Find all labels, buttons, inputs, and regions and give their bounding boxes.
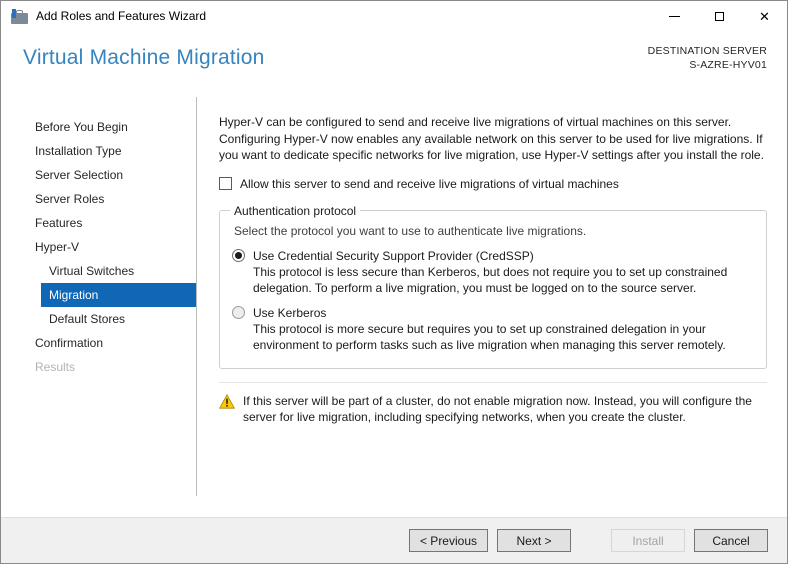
- destination-server-name: S-AZRE-HYV01: [689, 59, 767, 71]
- next-button[interactable]: Next >: [497, 529, 571, 552]
- cluster-warning: [219, 393, 767, 426]
- credssp-radio-label[interactable]: Use Credential Security Support Provider (CredSSP): [253, 248, 534, 263]
- server-manager-icon: [11, 9, 28, 24]
- window-controls: [652, 1, 787, 31]
- allow-migrations-checkbox-row[interactable]: [219, 177, 767, 191]
- step-hyper-v[interactable]: Hyper-V: [35, 240, 80, 254]
- minimize-icon: [669, 16, 680, 17]
- close-icon: ✕: [759, 8, 770, 24]
- step-confirmation[interactable]: Confirmation: [35, 336, 104, 350]
- step-default-stores[interactable]: Default Stores: [49, 312, 126, 326]
- kerberos-radio-row[interactable]: [232, 306, 752, 320]
- cancel-button[interactable]: Cancel: [694, 529, 768, 552]
- wizard-body: [1, 101, 787, 517]
- wizard-footer: [1, 517, 787, 563]
- previous-button[interactable]: < Previous: [409, 529, 488, 552]
- title-bar: [1, 1, 787, 31]
- kerberos-option: [232, 306, 752, 354]
- migration-page-content: [197, 101, 787, 517]
- credssp-option: [232, 249, 752, 297]
- kerberos-radio-label[interactable]: Use Kerberos: [253, 305, 327, 320]
- kerberos-description: This protocol is more secure but requires you to set up constrained delegation in your environment to perform tasks such as live migration when managing this server remotely.: [253, 321, 726, 352]
- install-button: Install: [611, 529, 685, 552]
- step-server-selection[interactable]: Server Selection: [35, 168, 124, 182]
- warning-icon: [219, 394, 235, 409]
- authentication-protocol-intro: Select the protocol you want to use to authenticate live migrations.: [234, 223, 587, 238]
- wizard-header: [1, 31, 787, 101]
- warning-divider: [219, 382, 767, 383]
- kerberos-radio[interactable]: [232, 306, 245, 319]
- step-features[interactable]: Features: [35, 216, 83, 230]
- credssp-description: This protocol is less secure than Kerberos, but does not require you to set up constrained delegation. To perform a live migration, you must be logged on to the source server.: [253, 264, 728, 295]
- close-button[interactable]: [742, 1, 787, 31]
- wizard-steps-nav: [1, 115, 197, 379]
- destination-server-label: DESTINATION SERVER: [647, 45, 767, 57]
- step-before-you-begin[interactable]: Before You Begin: [35, 120, 128, 134]
- destination-server-block: [648, 44, 767, 101]
- page-title: Virtual Machine Migration: [23, 46, 265, 69]
- allow-migrations-checkbox[interactable]: [219, 177, 232, 190]
- wizard-steps-sidebar: [1, 101, 197, 517]
- authentication-protocol-legend: Authentication protocol: [234, 203, 357, 218]
- authentication-protocol-group: [219, 204, 767, 369]
- sidebar-divider: [196, 97, 197, 496]
- cluster-warning-text: If this server will be part of a cluster, do not enable migration now. Instead, you will configure the server for live migration, including specifying networks, when you create the cluster.: [243, 393, 752, 424]
- step-results: Results: [35, 360, 76, 374]
- step-migration-selected[interactable]: Migration: [41, 283, 197, 307]
- step-installation-type[interactable]: Installation Type: [35, 144, 122, 158]
- intro-paragraph: Hyper-V can be configured to send and receive live migrations of virtual machines on this server. Configuring Hyper-V now enables any available network on this server to be used for live migrations. If you want to dedicate specific networks for live migration, use Hyper-V settings after you install the role.: [219, 115, 764, 162]
- credssp-radio-row[interactable]: [232, 249, 752, 263]
- step-server-roles[interactable]: Server Roles: [35, 192, 105, 206]
- window-title: Add Roles and Features Wizard: [36, 9, 207, 23]
- maximize-icon: [715, 12, 724, 21]
- credssp-radio[interactable]: [232, 249, 245, 262]
- step-virtual-switches[interactable]: Virtual Switches: [49, 264, 135, 278]
- maximize-button[interactable]: [697, 1, 742, 31]
- allow-migrations-checkbox-label[interactable]: Allow this server to send and receive live migrations of virtual machines: [240, 176, 619, 191]
- minimize-button[interactable]: [652, 1, 697, 31]
